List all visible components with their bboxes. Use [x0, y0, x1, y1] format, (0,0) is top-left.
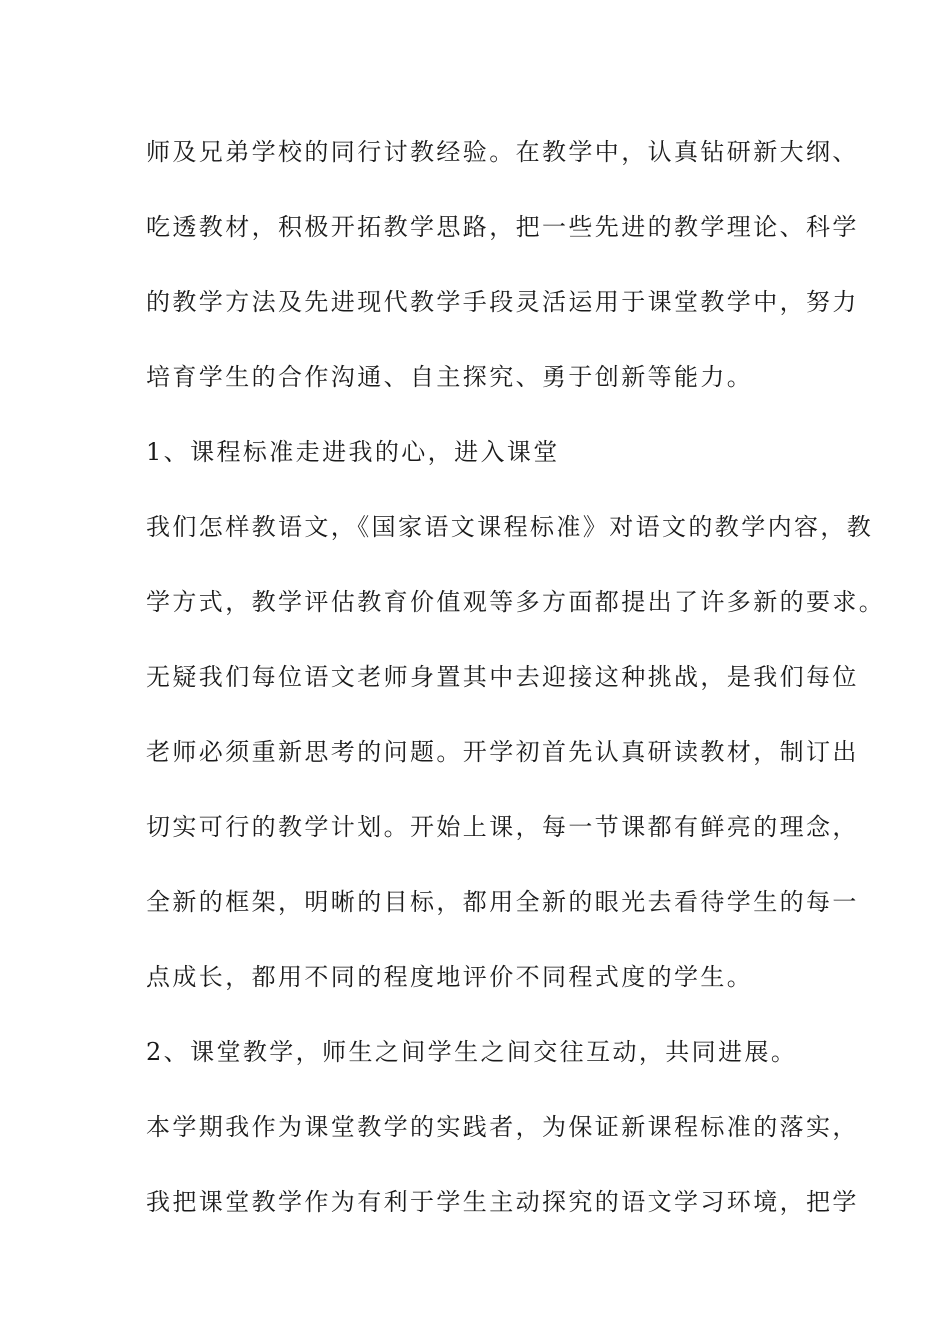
- paragraph-line: 切实可行的教学计划。开始上课，每一节课都有鲜亮的理念，: [146, 813, 859, 841]
- section-heading: 1、课程标准走进我的心，进入课堂: [146, 438, 560, 466]
- section-heading: 2、课堂教学，师生之间学生之间交往互动，共同进展。: [146, 1038, 798, 1066]
- paragraph-line: 点成长，都用不同的程度地评价不同程式度的学生。: [146, 963, 754, 991]
- paragraph-line: 师及兄弟学校的同行讨教经验。在教学中，认真钻研新大纲、: [146, 138, 859, 166]
- paragraph-line: 学方式，教学评估教育价值观等多方面都提出了许多新的要求。: [146, 588, 886, 616]
- paragraph-line: 吃透教材，积极开拓教学思路，把一些先进的教学理论、科学: [146, 213, 859, 241]
- paragraph-line: 的教学方法及先进现代教学手段灵活运用于课堂教学中，努力: [146, 288, 859, 316]
- paragraph-line: 本学期我作为课堂教学的实践者，为保证新课程标准的落实，: [146, 1113, 859, 1141]
- paragraph-line: 无疑我们每位语文老师身置其中去迎接这种挑战，是我们每位: [146, 663, 859, 691]
- paragraph-line: 全新的框架，明晰的目标，都用全新的眼光去看待学生的每一: [146, 888, 859, 916]
- paragraph-line: 老师必须重新思考的问题。开学初首先认真研读教材，制订出: [146, 738, 859, 766]
- paragraph-line: 培育学生的合作沟通、自主探究、勇于创新等能力。: [146, 363, 754, 391]
- paragraph-line: 我们怎样教语文，《国家语文课程标准》对语文的教学内容，教: [146, 513, 874, 541]
- paragraph-line: 我把课堂教学作为有利于学生主动探究的语文学习环境，把学: [146, 1188, 859, 1216]
